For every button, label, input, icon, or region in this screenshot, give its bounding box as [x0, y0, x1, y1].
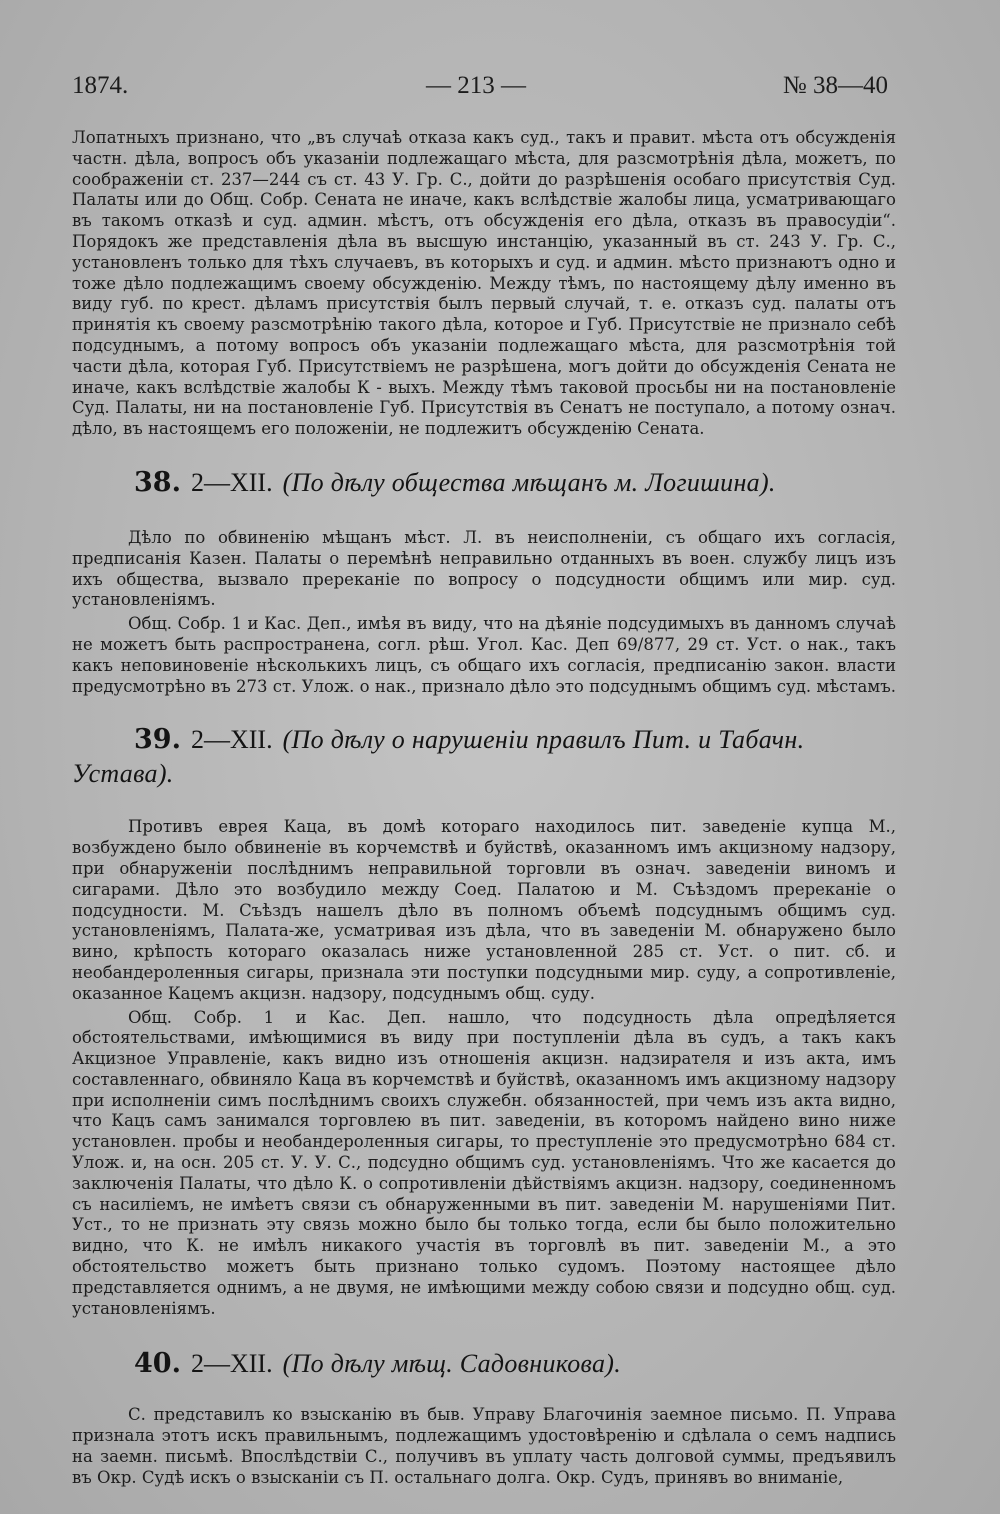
section-38-paragraph-1: Дѣло по обвиненію мѣщанъ мѣст. Л. въ неисполненіи, съ общаго ихъ согласія, предписанія Казен. Палаты о перемѣнѣ неправильно отданныхъ въ воен. службу лицъ изъ ихъ общества, вызвало пререканіе по вопросу о подсудности общимъ или мир. суд. установленіямъ. — [72, 527, 896, 610]
section-date: 2—XII. — [190, 1349, 273, 1379]
intro-paragraph: Лопатныхъ признано, что „въ случаѣ отказа какъ суд., такъ и правит. мѣста отъ обсужденія частн. дѣла, вопросъ объ указаніи подлежащаго мѣста, для разсмотрѣнія дѣла, можетъ, по соображеніи ст. 237—244 съ ст. 43 У. Гр. С., дойти до разрѣшенія особаго присутствія Суд. Палаты или до Общ. Собр. Сената не иначе, какъ вслѣдствіе жалобы лица, усматривающаго въ такомъ отказѣ и суд. админ. мѣстъ, отъ обсужденія его дѣла, отказъ въ правосудіи“. Порядокъ же представленія дѣла въ высшую инстанцію, указанный въ ст. 243 У. Гр. С., установленъ только для тѣхъ случаевъ, въ которыхъ и суд. и админ. мѣсто признаютъ одно и тоже дѣло подлежащимъ своему обсужденію. Между тѣмъ, по настоящему дѣлу именно въ виду губ. по крест. дѣламъ присутствія былъ первый случай, т. е. отказъ суд. палаты отъ принятія къ своему разсмотрѣнію такого дѣла, которое и Губ. Присутствіе не признало себѣ подсуднымъ, а потому вопросъ объ указаніи подлежащаго мѣста, для разсмотрѣнія той части дѣла, которая Губ. Присутствіемъ не разрѣшена, могъ дойти до обсужденія Сената не иначе, какъ вслѣдствіе жалобы К - выхъ. Между тѣмъ таковой просьбы ни на постановленіе Суд. Палаты, ни на постановленіе Губ. Присутствія въ Сенатъ не поступало, а потому означ. дѣло, въ настоящемъ его положеніи, не подлежитъ обсужденію Сената. — [72, 128, 896, 439]
section-title: (По дѣлу о нарушеніи правилъ Пит. и Табачн. — [282, 725, 805, 755]
header-case-numbers: № 38—40 — [782, 72, 888, 99]
section-title-continued: Устава). — [72, 759, 174, 789]
section-title: (По дѣлу мѣщ. Садовникова). — [282, 1349, 621, 1379]
section-date: 2—XII. — [190, 467, 273, 497]
section-number: 39. — [134, 724, 181, 756]
section-number: 40. — [134, 1348, 181, 1380]
section-date: 2—XII. — [190, 725, 273, 755]
section-38-paragraph-2: Общ. Собр. 1 и Кас. Деп., имѣя въ виду, что на дѣяніе подсудимыхъ въ данномъ случаѣ не можетъ быть распространена, согл. рѣш. Угол. Кас. Деп 69/877, 29 ст. Уст. о нак., такъ какъ неповиновеніе нѣсколькихъ лицъ, съ общаго ихъ согласія, предписанію закон. власти предусмотрѣно въ 273 ст. Улож. о нак., признало дѣло это подсуднымъ общимъ суд. мѣстамъ. — [72, 614, 896, 696]
section-heading-38 — [72, 464, 896, 502]
section-39-paragraph-1: Противъ еврея Каца, въ домѣ котораго находилось пит. заведеніе купца М., возбуждено было обвиненіе въ корчемствѣ и буйствѣ, оказанномъ имъ акцизному надзору, при обнаруженіи послѣднимъ неправильной торговли въ означ. заведеніи виномъ и сигарами. Дѣло это возбудило между Соед. Палатою и М. Съѣздомъ пререканіе о подсудности. М. Съѣздъ нашелъ дѣло въ полномъ объемѣ подсуднымъ общимъ суд. установленіямъ, Палата-же, усматривая изъ дѣла, что въ заведеніи М. обнаружено было вино, крѣпость котораго оказалась ниже установленной 285 ст. Уст. о пит. сб. и необандероленныя сигары, признала эти поступки подсудными мир. суду, а сопротивленіе, оказанное Кацемъ акцизн. надзору, подсуднымъ общ. суду. — [72, 817, 896, 1003]
section-heading-40 — [72, 1345, 896, 1383]
page-header — [72, 72, 888, 112]
header-page-number: — 213 — — [426, 72, 526, 99]
section-number: 38. — [134, 466, 181, 498]
section-39-paragraph-2: Общ. Собр. 1 и Кас. Деп. нашло, что подсудность дѣла опредѣляется обстоятельствами, имѣющимися въ виду при поступленіи дѣла въ судъ, а такъ какъ Акцизное Управленіе, какъ видно изъ отношенія акцизн. надзирателя и изъ акта, имъ составленнаго, обвиняло Каца въ корчемствѣ и буйствѣ, оказанномъ имъ акцизному надзору при исполненіи симъ послѣднимъ своихъ служебн. обязанностей, при чемъ изъ акта видно, что Кацъ самъ занимался торговлею въ пит. заведеніи, въ которомъ найдено вино ниже установлен. пробы и необандероленныя сигары, то преступленіе это предусмотрѣно 684 ст. Улож. и, на осн. 205 ст. У. У. С., подсудно общимъ суд. установленіямъ. Что же касается до заключенія Палаты, что дѣло К. о сопротивленіи дѣйствіямъ акцизн. надзору, соединенномъ съ насиліемъ, не имѣетъ связи съ обнаруженными въ пит. заведеніи М. нарушеніями Пит. Уст., то не признать эту связь можно было бы только тогда, если бы было положительно видно, что К. не имѣлъ никакого участія въ торговлѣ въ пит. заведеніи М., а это обстоятельство можетъ быть признано только судомъ. Поэтому настоящее дѣло представляется однимъ, а не двумя, не имѣющими между собою связи и подсудно общ. суд. установленіямъ. — [72, 1007, 896, 1318]
section-title: (По дѣлу общества мѣщанъ м. Логишина). — [282, 467, 776, 497]
section-heading-39 — [72, 721, 896, 793]
section-40-paragraph-1: С. представилъ ко взысканію въ быв. Управу Благочинія заемное письмо. П. Управа признала этотъ искъ правильнымъ, подлежащимъ удостовѣренію и сдѣлала о семъ надпись на заемн. письмѣ. Впослѣдствіи С., получивъ въ уплату часть долговой суммы, предъявилъ въ Окр. Судѣ искъ о взысканіи съ П. остальнаго долга. Окр. Судъ, принявъ во вниманіе, — [72, 1405, 896, 1487]
page-content — [72, 128, 896, 1489]
header-year: 1874. — [72, 72, 129, 99]
